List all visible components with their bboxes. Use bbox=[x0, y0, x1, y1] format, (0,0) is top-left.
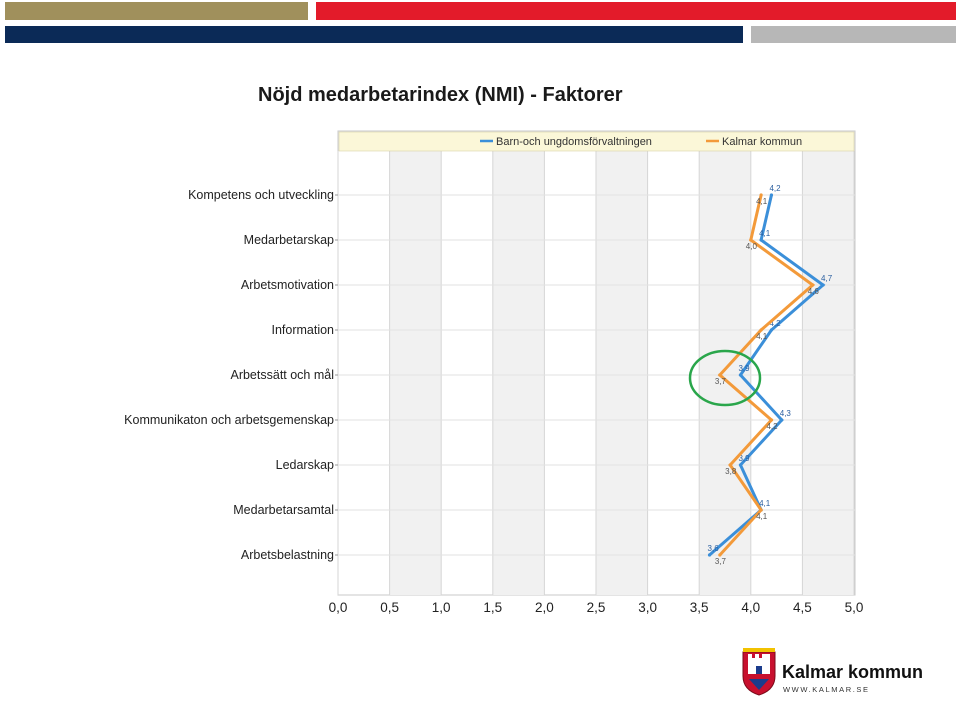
data-point bbox=[770, 328, 773, 331]
data-label: 4,7 bbox=[821, 274, 833, 283]
category-label: Arbetsbelastning bbox=[240, 548, 334, 562]
x-tick-label: 1,5 bbox=[483, 600, 503, 615]
coat-of-arms-icon bbox=[740, 646, 778, 696]
data-point bbox=[739, 373, 742, 376]
category-label: Kompetens och utveckling bbox=[188, 188, 334, 202]
grid-band bbox=[390, 151, 442, 595]
category-label: Medarbetarsamtal bbox=[233, 503, 334, 517]
data-label: 4,6 bbox=[807, 287, 819, 296]
category-label: Ledarskap bbox=[275, 458, 334, 472]
x-tick-label: 1,0 bbox=[431, 600, 451, 615]
data-label: 4,1 bbox=[759, 229, 771, 238]
data-point bbox=[821, 283, 824, 286]
x-tick-label: 3,5 bbox=[689, 600, 709, 615]
chart-title: Nöjd medarbetarindex (NMI) - Faktorer bbox=[258, 84, 623, 106]
data-label: 4,1 bbox=[756, 332, 768, 341]
data-label: 4,0 bbox=[745, 242, 757, 251]
data-label: 4,2 bbox=[769, 184, 781, 193]
logo-url: WWW.KALMAR.SE bbox=[783, 685, 870, 694]
x-tick-label: 0,0 bbox=[328, 600, 348, 615]
x-tick-label: 2,5 bbox=[586, 600, 606, 615]
logo-name: Kalmar kommun bbox=[782, 662, 924, 682]
grid-band bbox=[596, 151, 648, 595]
data-label: 4,3 bbox=[779, 409, 791, 418]
data-label: 4,1 bbox=[756, 197, 768, 206]
legend-label: Barn-och ungdomsförvaltningen bbox=[496, 136, 652, 148]
x-tick-label: 4,5 bbox=[793, 600, 812, 615]
data-point bbox=[770, 193, 773, 196]
category-label: Information bbox=[271, 323, 334, 337]
data-point bbox=[780, 418, 783, 421]
data-point bbox=[708, 553, 711, 556]
data-point bbox=[739, 463, 742, 466]
data-label: 4,1 bbox=[756, 512, 768, 521]
x-tick-label: 3,0 bbox=[638, 600, 657, 615]
data-label: 3,7 bbox=[714, 557, 726, 566]
category-label: Medarbetarskap bbox=[243, 233, 334, 247]
x-tick-label: 0,5 bbox=[380, 600, 399, 615]
legend-label: Kalmar kommun bbox=[722, 136, 803, 148]
x-tick-label: 4,0 bbox=[741, 600, 761, 615]
x-tick-label: 2,0 bbox=[535, 600, 554, 615]
data-point bbox=[760, 238, 763, 241]
data-label: 3,9 bbox=[738, 364, 750, 373]
kalmar-logo bbox=[740, 646, 940, 698]
data-label: 4,1 bbox=[759, 499, 771, 508]
grid-band bbox=[493, 151, 545, 595]
data-label: 4,2 bbox=[769, 319, 781, 328]
category-label: Arbetsmotivation bbox=[240, 278, 334, 292]
data-label: 3,9 bbox=[738, 454, 750, 463]
category-label: Arbetssätt och mål bbox=[230, 368, 334, 382]
category-label: Kommunikaton och arbetsgemenskap bbox=[124, 413, 334, 427]
grid-band bbox=[802, 151, 854, 595]
data-label: 4,2 bbox=[766, 422, 778, 431]
data-label: 3,8 bbox=[725, 467, 737, 476]
data-label: 3,7 bbox=[714, 377, 726, 386]
x-tick-label: 5,0 bbox=[844, 600, 864, 615]
data-label: 3,6 bbox=[707, 544, 719, 553]
